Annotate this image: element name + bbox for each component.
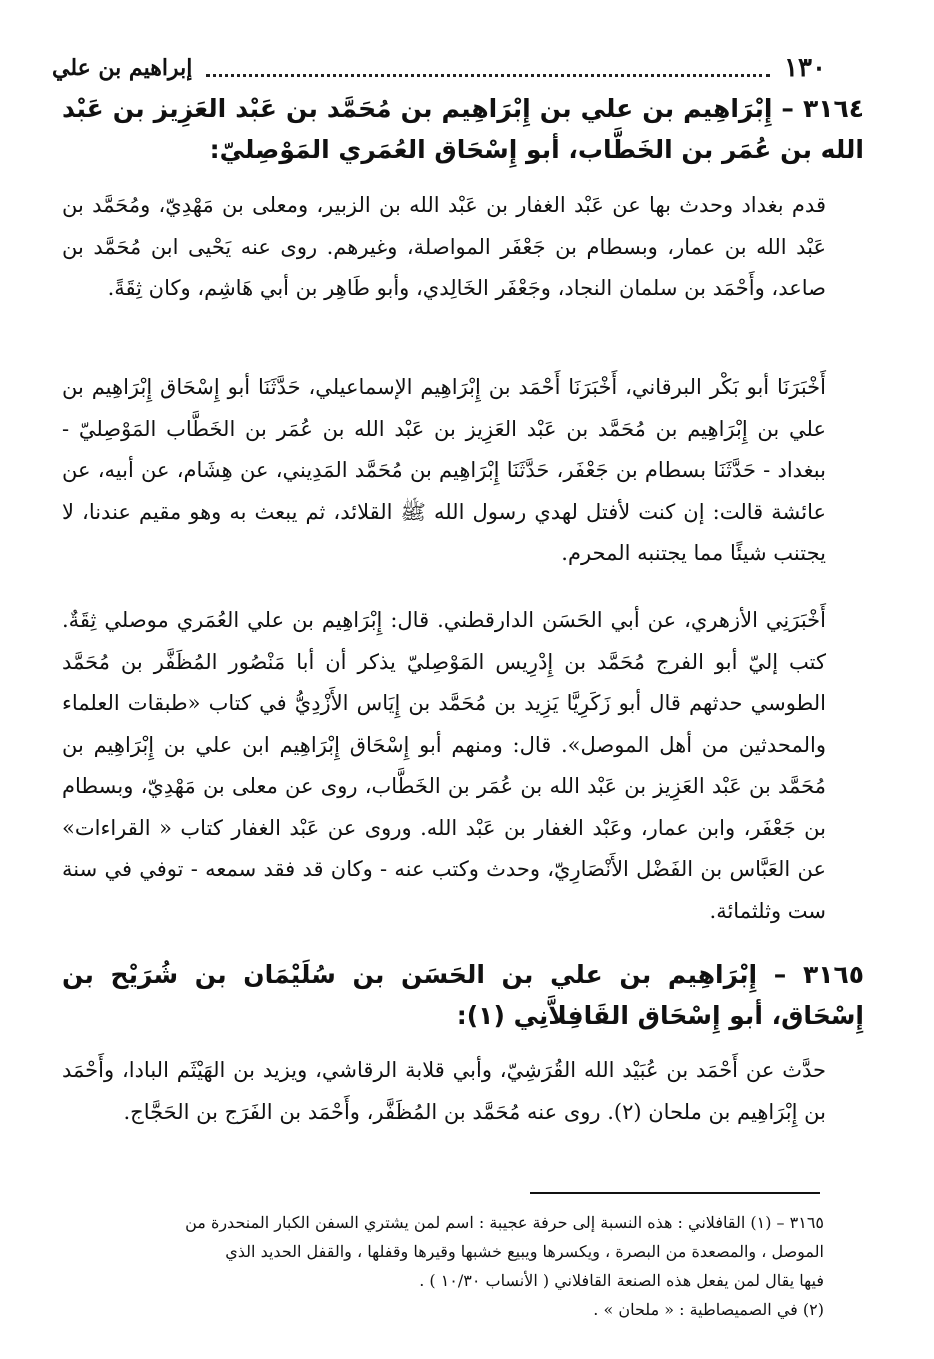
entry-3164 xyxy=(62,88,864,170)
footnote-1-line-2: الموصل ، والمصعدة من البصرة ، ويكسرها ويبيع خشبها وقيرها وقفلها ، والقفل الحديد الذي xyxy=(225,1242,824,1261)
body-paragraph: حدَّث عن أَحْمَد بن عُبَيْد الله القُرَشِيّ، وأبي قلابة الرقاشي، ويزيد بن الهَيْثَم البادا، وأَحْمَد بن إِبْرَاهِيم بن ملحان (٢). روى عنه مُحَمَّد بن المُظَفَّر، وأَحْمَد بن الفَرَج بن الحَجَّاج. xyxy=(62,1058,826,1124)
entry-3165-paragraph-1 xyxy=(62,1050,864,1133)
page-header xyxy=(52,50,826,86)
header-dotted-leader xyxy=(206,60,770,77)
page-number: ١٣٠ xyxy=(784,53,826,83)
body-paragraph: أَخْبَرَنِي الأزهري، عن أبي الحَسَن الدارقطني. قال: إِبْرَاهِيم بن علي العُمَري موصلي ثِقَةٌ. كتب إليّ أبو الفرج مُحَمَّد بن إِدْرِيس المَوْصِليّ يذكر أن أبا مَنْصُور المُظَفَّر بن مُحَمَّد الطوسي حدثهم قال أبو زَكَرِيَّا يَزِيد بن مُحَمَّد بن إِيَاس الأَزْدِيُّ في كتاب «طبقات العلماء والمحدثين من أهل الموصل». قال: ومنهم أبو إِسْحَاق إِبْرَاهِيم ابن علي بن إِبْرَاهِيم بن مُحَمَّد بن عَبْد العَزِيز بن عَبْد الله بن عُمَر بن الخَطَّاب، روى عن معلى بن مَهْدِيّ، وبسطام بن جَعْفَر، وابن عمار، وعَبْد الغفار بن عَبْد الله. وروى عن عَبْد الغفار كتاب « القراءات» عن العَبَّاس بن الفَضْل الأَنْصَارِيّ، وحدث وكتب عنه - وكان قد فقد سمعه - توفي في سنة ست وثلثمائة. xyxy=(62,608,826,923)
entry-3164-paragraph-3 xyxy=(62,600,864,932)
footnote-separator xyxy=(530,1192,820,1194)
entry-3164-paragraph-1 xyxy=(62,185,864,310)
footnote-1-line-1: ٣١٦٥ – (١) القافلاني : هذه النسبة إلى حرفة عجيبة : اسم لمن يشتري السفن الكبار المنحدرة من xyxy=(185,1213,824,1232)
entry-3164-paragraph-2 xyxy=(62,367,864,575)
footnote-2: (٢) في الصميصاطية : « ملحان » . xyxy=(593,1300,824,1319)
body-paragraph: قدم بغداد وحدث بها عن عَبْد الغفار بن عَبْد الله بن الزبير، ومعلى بن مَهْدِيّ، ومُحَمَّد بن عَبْد الله بن عمار، وبسطام بن جَعْفَر المواصلة، وغيرهم. روى عنه يَحْيى ابن مُحَمَّد بن صاعد، وأَحْمَد بن سلمان النجاد، وجَعْفَر الخَالِدي، وأبو طَاهِر بن أبي هَاشِم، وكان ثِقَةً. xyxy=(62,193,826,300)
body-paragraph: أَخْبَرَنَا أبو بَكْر البرقاني، أَخْبَرَنَا أَحْمَد بن إِبْرَاهِيم الإسماعيلي، حَدَّثَنَا أبو إِسْحَاق إِبْرَاهِيم بن علي بن إِبْرَاهِيم بن مُحَمَّد بن عَبْد العَزِيز بن عَبْد الله بن عُمَر بن الخَطَّاب المَوْصِليّ - ببغداد - حَدَّثَنَا بسطام بن جَعْفَر، حَدَّثَنَا إِبْرَاهِيم بن مُحَمَّد المَدِيني، عن هِشَام، عن أبيه، عن عائشة قالت: إن كنت لأفتل لهدي رسول الله ﷺ القلائد، ثم يبعث به وهو مقيم عندنا، لا يجتنب شيئًا مما يجتنبه المحرم. xyxy=(62,375,826,565)
entry-heading-3164: ٣١٦٤ – إِبْرَاهِيم بن علي بن إِبْرَاهِيم بن مُحَمَّد بن عَبْد العَزِيز بن عَبْد الله بن عُمَر بن الخَطَّاب، أبو إِسْحَاق العُمَري المَوْصِليّ: xyxy=(62,94,864,164)
entry-heading-3165: ٣١٦٥ – إِبْرَاهِيم بن علي بن الحَسَن بن سُلَيْمَان بن شُرَيْح بن إِسْحَاق، أبو إِسْحَاق القَافِلاَّنِي (١): xyxy=(62,960,864,1030)
footnotes xyxy=(62,1208,824,1324)
footnote-1-line-3: فيها يقال لمن يفعل هذه الصنعة القافلاني ( الأنساب ١٠/٣٠ ) . xyxy=(419,1271,824,1290)
running-title: إبراهيم بن علي xyxy=(52,55,193,81)
entry-3165 xyxy=(62,954,864,1036)
